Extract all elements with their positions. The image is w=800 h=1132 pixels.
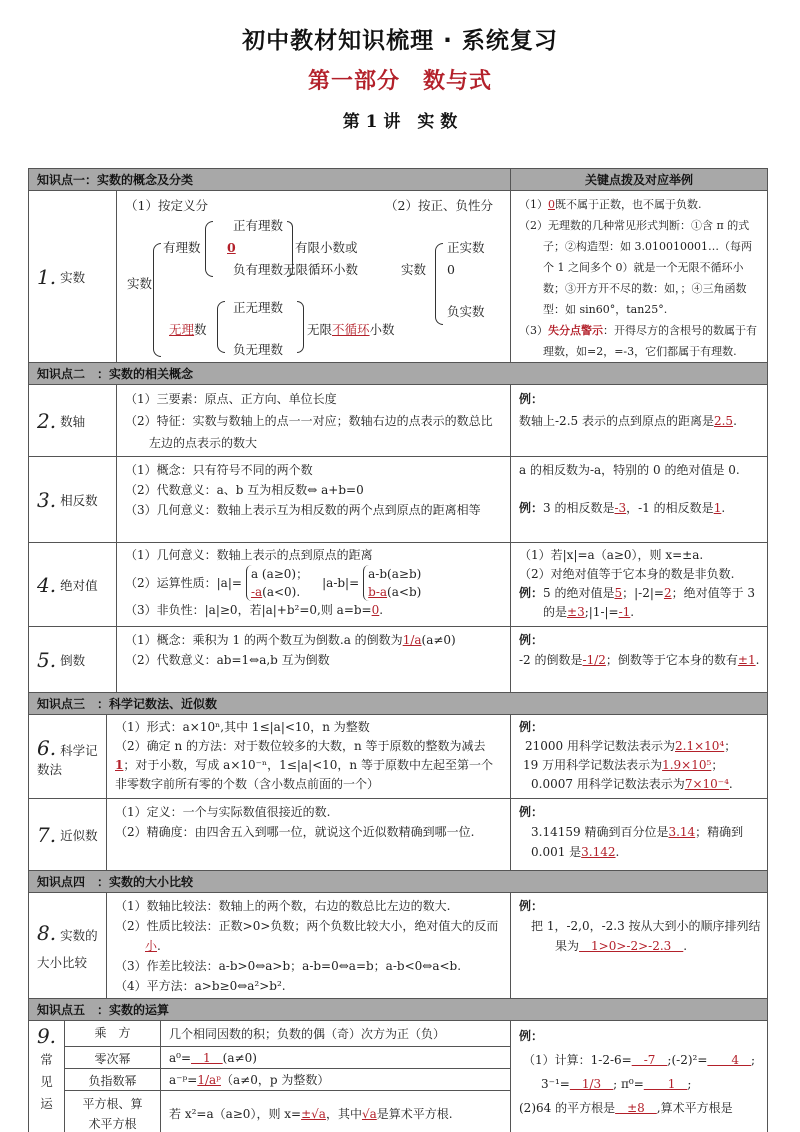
note-1: （1）0既不属于正数，也不属于负数.: [519, 198, 702, 211]
table-row-approximation: 7. 近似数 （1）定义：一个与实际数值很接近的数. （2）精确度：由四舍五入到哪一位，就说这个近似数精确到哪一位. 例： 3.14159 精确到百分位是3.14；精确到 0.001 是3.142.: [29, 799, 767, 871]
section-title: 知识点五 ：实数的运算: [37, 1003, 170, 1017]
item-label: 9. 常 见 运: [29, 1021, 65, 1132]
section-header-1: [29, 169, 767, 191]
item-label: 1. 实数: [29, 191, 117, 362]
op-row-zero-power: 零次幂 a⁰= 1 (a≠0): [65, 1047, 510, 1069]
op-row-power: 乘 方 几个相同因数的积；负数的偶（奇）次方为正（负）: [65, 1021, 510, 1047]
section-title: 知识点一：实数的概念及分类: [29, 169, 511, 190]
section-title: 知识点二 ：实数的相关概念: [37, 367, 194, 381]
operations-subtable: [65, 1021, 510, 1132]
item-label: 5. 倒数: [29, 627, 117, 692]
lecture-title: 第 1 讲 实 数: [342, 112, 458, 132]
section-header-2: [29, 363, 767, 385]
op-row-square-root: 平方根、算术平方根 若 x²=a（a≥0），则 x= ±√a ，其中 √a 是算术平方根.: [65, 1091, 510, 1132]
document-title: 初中教材知识梳理 · 系统复习: [242, 28, 558, 54]
item-label: 8. 实数的 大小比较: [29, 893, 107, 998]
table-row-operations: 9. 常 见 运 乘 方 几个相同因数的积；负数的偶（奇）次方为正（负） 零次幂 a⁰= 1 (a≠0) 负指数幂 a⁻ᵖ= 1/aᵖ （a≠0，p 为整数） 平方根、算术平方根 若 x²=a（a≥0），则 x= ±√a ，其中 √a 是算术平方根. 例： （1）计算：1-2-6= -7 ;(-2)²= 4 ; 3⁻¹= 1/3 ; π⁰= 1 ; (2)64 的平方根是 ±8 ,算术平方根是: [29, 1021, 767, 1132]
note-3: （3）失分点警示：开得尽方的含根号的数属于有理数，如=2，=-3，它们都属于有理数.: [519, 324, 757, 358]
table-row-comparison: 8. 实数的 大小比较 （1）数轴比较法：数轴上的两个数，右边的数总比左边的数大. （2）性质比较法：正数>0>负数；两个负数比较大小，绝对值大的反而小. （3）作差比较法：a-b>0⇔a>b；a-b=0⇔a=b；a-b<0⇔a<b. （4）平方法：a>b≥0⇔a²>b². 例： 把 1，-2,0，-2.3 按从大到小的顺序排列结果为 1>0>-2>-2.3 .: [29, 893, 767, 999]
classification-diagram: （1）按定义分 （2）按正、负性分 实数 有理数 正有理数 0 负有理数 有限小数或 无限循环小数 无理数 正无理数 负无理数 无限不循环小数 实数 正实数 0 负实数: [117, 191, 511, 362]
item-label: 7. 近似数: [29, 799, 107, 870]
item-label: 2. 数轴: [29, 385, 117, 456]
part-title: 第一部分 数与式: [307, 69, 492, 94]
section-header-5: [29, 999, 767, 1021]
key-points: [511, 191, 767, 362]
column-title-key-points: 关键点拨及对应举例: [584, 173, 693, 187]
table-row-scientific-notation: 6. 科学记数法 （1）形式：a×10ⁿ,其中 1≤|a|<10，n 为整数 （2）确定 n 的方法：对于数位较多的大数，n 等于原数的整数为减去1；对于小数，写成 a×10⁻ⁿ，1≤|a|<10，n 等于原数中左起至第一个非零数字前所有零的个数（含小数点前面的一个） 例： 21000 用科学记数法表示为2.1×10⁴； 19 万用科学记数法表示为1.9×10⁵； 0.0007 用科学记数法表示为7×10⁻⁴.: [29, 715, 767, 799]
op-row-negative-exponent: 负指数幂 a⁻ᵖ= 1/aᵖ （a≠0，p 为整数）: [65, 1069, 510, 1091]
table-row-absolute-value: 4. 绝对值 （1）几何意义：数轴上表示的点到原点的距离 （2）运算性质：|a|= a (a≥0)； -a(a<0). |a-b|= a-b(a≥b) b-a(a<b) （3）非负性：|a|≥0，若|a|+b²=0,则 a=b=0. （1）若|x|=a（a≥0），则 x=±a. （2）对绝对值等于它本身的数是非负数. 例：5 的绝对值是5；|-2|=2；绝对值等于 3 的是±3;|1-|=-1.: [29, 543, 767, 627]
section-header-4: [29, 871, 767, 893]
table-row-real-numbers: [29, 191, 767, 363]
section-title: 知识点三 ：科学记数法、近似数: [37, 697, 218, 711]
section-header-3: [29, 693, 767, 715]
section-title: 知识点四 ：实数的大小比较: [37, 875, 194, 889]
item-label: 4. 绝对值: [29, 543, 117, 626]
table-row-number-line: 2. 数轴 （1）三要素：原点、正方向、单位长度 （2）特征：实数与数轴上的点一一对应；数轴右边的点表示的数总比左边的点表示的数大 例： 数轴上-2.5 表示的点到原点的距离是2.5.: [29, 385, 767, 457]
note-2: （2）无理数的几种常见形式判断：①含 π 的式子；②构造型：如 3.010010001…（每两个 1 之间多个 0）就是一个无限不循环小数；③开方开不尽的数：如，；④三角函数型：如 sin60°，tan25°.: [519, 219, 752, 316]
table-row-opposite: 3. 相反数 （1）概念：只有符号不同的两个数 （2）代数意义：a、b 互为相反数⇔ a+b=0 （3）几何意义：数轴上表示互为相反数的两个点到原点的距离相等 a 的相反数为-a，特别的 0 的绝对值是 0. 例：3 的相反数是-3，-1 的相反数是1.: [29, 457, 767, 543]
knowledge-table: [28, 168, 768, 1132]
item-label: 6. 科学记数法: [29, 715, 107, 798]
table-row-reciprocal: 5. 倒数 （1）概念：乘积为 1 的两个数互为倒数.a 的倒数为1/a(a≠0) （2）代数意义：ab=1⇔a,b 互为倒数 例： -2 的倒数是-1/2；倒数等于它本身的数有±1.: [29, 627, 767, 693]
item-label: 3. 相反数: [29, 457, 117, 542]
